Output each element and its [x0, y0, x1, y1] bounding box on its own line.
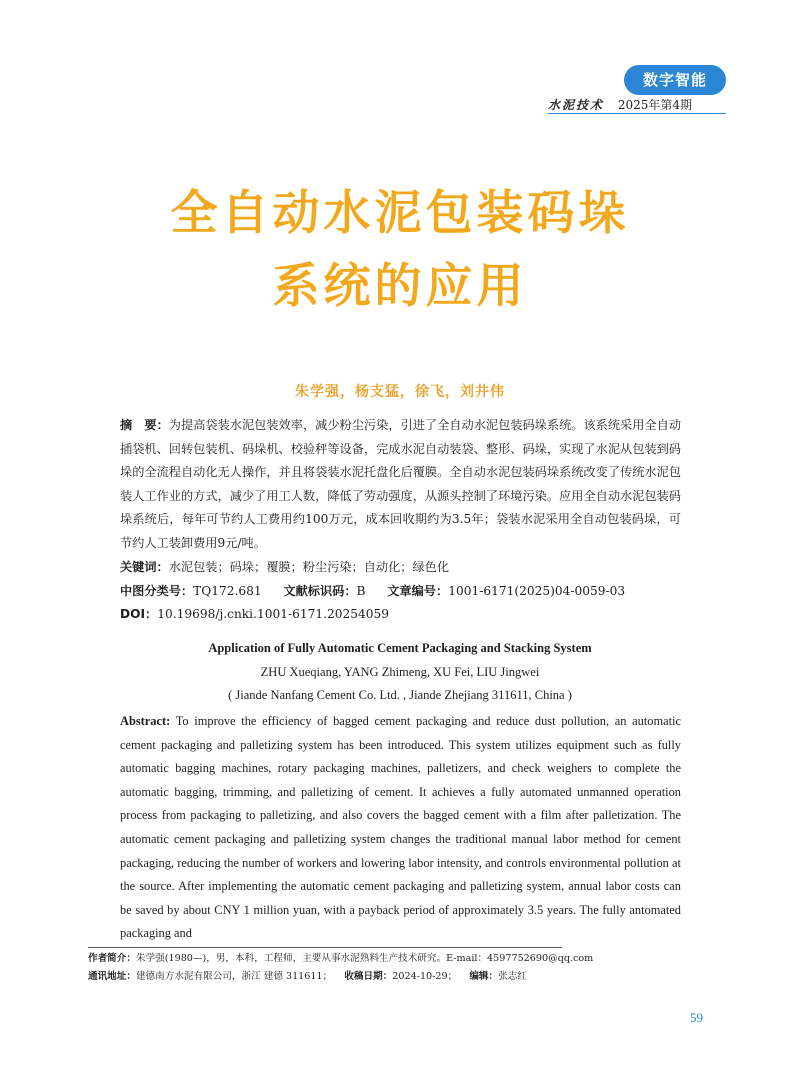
article-no-label: 文章编号： — [387, 584, 449, 598]
abstract-cn-text: 为提高袋装水泥包装效率，减少粉尘污染，引进了全自动水泥包装码垛系统。该系统采用全自动插袋机、回转包装机、码垛机、校验秤等设备，完成水泥自动装袋、整形、码垛，实现了水泥从包装到码垛的全流程自动化无人操作，并且将袋装水泥托盘化后覆膜。全自动水泥包装码垛系统改变了传统水泥包装人工作业的方式，减少了用工人数，降低了劳动强度，从源头控制了环境污染。应用全自动水泥包装码垛系统后，每年可节约人工费用约100万元，成本回收期约为3.5年；袋装水泥采用全自动包装码垛，可节约人工装卸费用9元/吨。 — [120, 418, 682, 550]
doi-label: DOI： — [120, 607, 158, 621]
abstract-en-label: Abstract: — [120, 714, 171, 728]
doc-code-label: 文献标识码： — [283, 584, 357, 598]
title-line-1: 全自动水泥包装码垛 — [170, 186, 630, 241]
received-date-text: 2024-10-29； — [392, 971, 458, 982]
keywords-label: 关键词： — [120, 560, 169, 574]
footnote-address-label: 通讯地址： — [88, 971, 136, 982]
abstract-en-text: To improve the efficiency of bagged cement packaging and reduce dust pollution, an automatic cement packaging and palletizing system has been introduced. This system utilizes equipment such as fully automatic bagging machines, rotary packaging machines, palletizers, and check weighers to complete the automatic bagging, trimming, and palletizing of cement. It achieves a fully automated unmanned operation process from packaging to palletizing, and also covers the bagged cement with a film after palletization. The automatic cement packaging and palletizing system changes the traditional manual labor method for cement packaging, reducing the number of workers and lowering labor intensity, and controls environmental pollution at the source. After implementing the automatic cement packaging and palletizing system, annual labor costs can be saved by about CNY 1 million yuan, with a payback period of approximately 3.5 years. The fully antomated packaging and — [120, 714, 681, 941]
doi-line — [120, 603, 389, 627]
clc-label: 中图分类号： — [120, 584, 194, 598]
footnote-author-label: 作者简介： — [88, 953, 136, 964]
editor-text: 张志红 — [498, 971, 527, 982]
english-authors: ZHU Xueqiang, YANG Zhimeng, XU Fei, LIU Jingwei — [260, 665, 540, 679]
journal-issue: 2025年第4期 — [617, 98, 693, 112]
doi-value: 10.19698/j.cnki.1001-6171.20254059 — [157, 607, 390, 621]
keywords-text: 水泥包装；码垛；覆膜；粉尘污染；自动化；绿色化 — [168, 560, 450, 574]
footnote-divider — [88, 947, 562, 948]
footnote-author — [88, 951, 593, 967]
footnote-address — [88, 969, 527, 985]
page-number: 59 — [690, 1010, 703, 1025]
journal-name: 水泥技术 — [548, 98, 605, 112]
footnote-author-text: 朱学强(1980—)，男，本科，工程师，主要从事水泥熟料生产技术研究。E-mail：4597752690@qq.com — [135, 953, 594, 964]
doc-code-value: B — [356, 584, 366, 598]
english-affiliation: ( Jiande Nanfang Cement Co. Ltd. , Jiande Zhejiang 311611, China ) — [228, 688, 572, 702]
classification-line — [120, 580, 625, 604]
received-date-label: 收稿日期： — [344, 971, 393, 982]
section-badge: 数字智能 — [624, 65, 726, 95]
editor-label: 编辑： — [469, 971, 499, 982]
footnote-address-text: 建德南方水泥有限公司，浙江 建德 311611； — [135, 971, 333, 982]
abstract-cn — [120, 414, 681, 555]
abstract-en — [120, 710, 681, 946]
journal-header — [548, 96, 692, 113]
clc-value: TQ172.681 — [193, 584, 262, 598]
keywords-cn — [120, 556, 449, 580]
header-divider — [548, 113, 726, 114]
english-title: Application of Fully Automatic Cement Packaging and Stacking System — [208, 641, 592, 655]
article-no-value: 1001-6171(2025)04-0059-03 — [448, 584, 626, 598]
abstract-cn-label: 摘 要： — [120, 418, 169, 432]
title-line-2: 系统的应用 — [272, 259, 528, 314]
authors-cn: 朱学强，杨支猛，徐飞，刘井伟 — [295, 384, 505, 400]
